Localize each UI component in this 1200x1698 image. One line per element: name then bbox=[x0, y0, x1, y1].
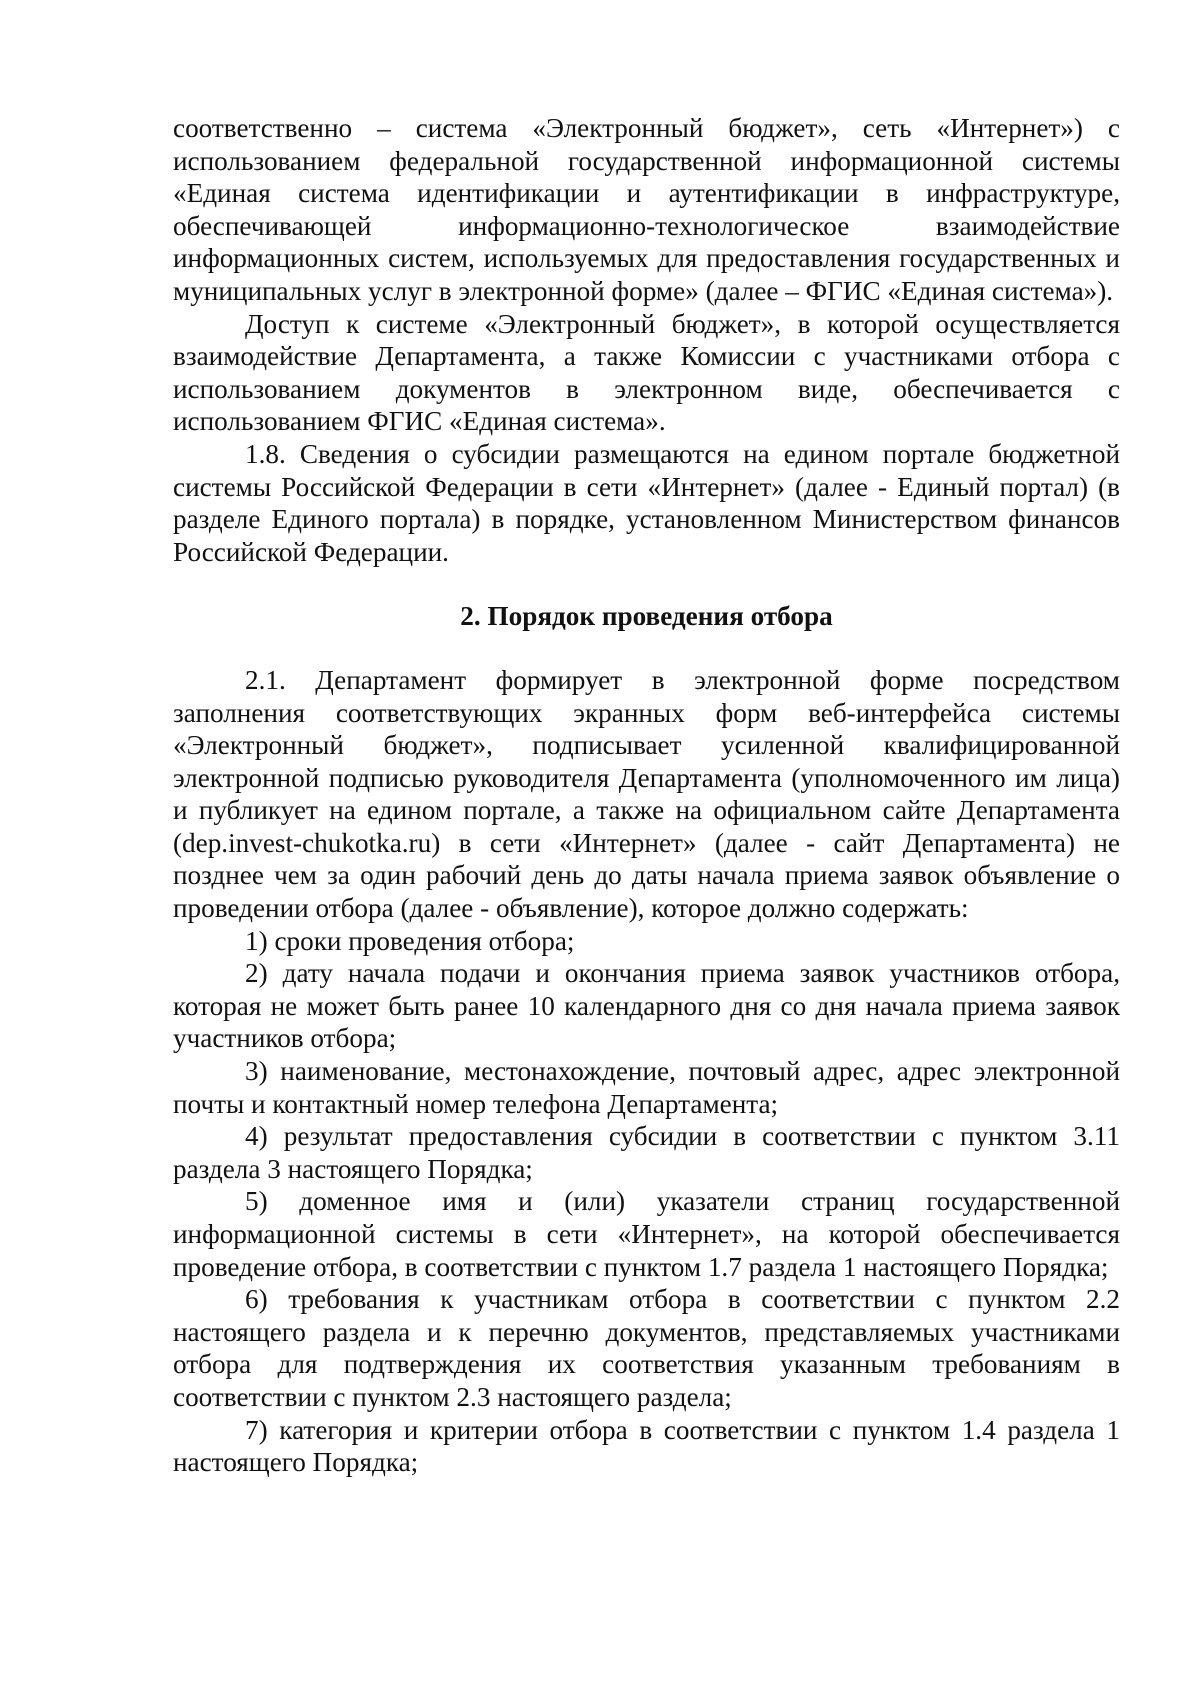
paragraph-access: Доступ к системе «Электронный бюджет», в которой осуществляется взаимодействие Департамента, а также Комиссии с участниками отбора с использованием документов в электронном виде, обеспечивается с использованием ФГИС «Единая система». bbox=[173, 308, 1120, 437]
list-item-3: 3) наименование, местонахождение, почтовый адрес, адрес электронной почты и контактный номер телефона Департамента; bbox=[173, 1056, 1120, 1119]
paragraph-2-1: 2.1. Департамент формирует в электронной форме посредством заполнения соответствующих экранных форм веб-интерфейса системы «Электронный бюджет», подписывает усиленной квалифицированной электронной подписью руководителя Департамента (уполномоченного им лица) и публикует на едином портале, а также на официальном сайте Департамента (dep.invest-chukotka.ru) в сети «Интернет» (далее - сайт Департамента) не позднее чем за один рабочий день до даты начала приема заявок объявление о проведении отбора (далее - объявление), которое должно содержать: bbox=[173, 664, 1120, 924]
list-item-2: 2) дату начала подачи и окончания приема заявок участников отбора, которая не может быть ранее 10 календарного дня со дня начала приема заявок участников отбора; bbox=[173, 958, 1120, 1054]
list-item-7: 7) категория и критерии отбора в соответствии с пунктом 1.4 раздела 1 настоящего Порядка; bbox=[173, 1414, 1120, 1478]
list-item-6: 6) требования к участникам отбора в соответствии с пунктом 2.2 настоящего раздела и к перечню документов, представляемых участниками отбора для подтверждения их соответствия указанным требованиям в соответствии с пунктом 2.3 настоящего раздела; bbox=[173, 1284, 1120, 1412]
paragraph-continuation: соответственно – система «Электронный бюджет», сеть «Интернет») с использованием федеральной государственной информационной системы «Единая система идентификации и аутентификации в инфраструктуре, обеспечивающей информационно-технологическое взаимодействие информационных систем, используемых для предоставления государственных и муниципальных услуг в электронной форме» (далее – ФГИС «Единая система»). bbox=[173, 113, 1120, 306]
list-item-5: 5) доменное имя и (или) указатели страниц государственной информационной системы в сети «Интернет», на которой обеспечивается проведение отбора, в соответствии с пунктом 1.7 раздела 1 настоящего Порядка; bbox=[173, 1186, 1120, 1282]
paragraph-1-8: 1.8. Сведения о субсидии размещаются на едином портале бюджетной системы Российской Федерации в сети «Интернет» (далее - Единый портал) (в разделе Единого портала) в порядке, установленном Министерством финансов Российской Федерации. bbox=[173, 438, 1120, 567]
document-body bbox=[173, 112, 1120, 1479]
list-item-1: 1) сроки проведения отбора; bbox=[245, 925, 575, 956]
list-item-4: 4) результат предоставления субсидии в соответствии с пунктом 3.11 раздела 3 настоящего Порядка; bbox=[173, 1121, 1120, 1184]
section-heading: 2. Порядок проведения отбора bbox=[460, 601, 833, 632]
